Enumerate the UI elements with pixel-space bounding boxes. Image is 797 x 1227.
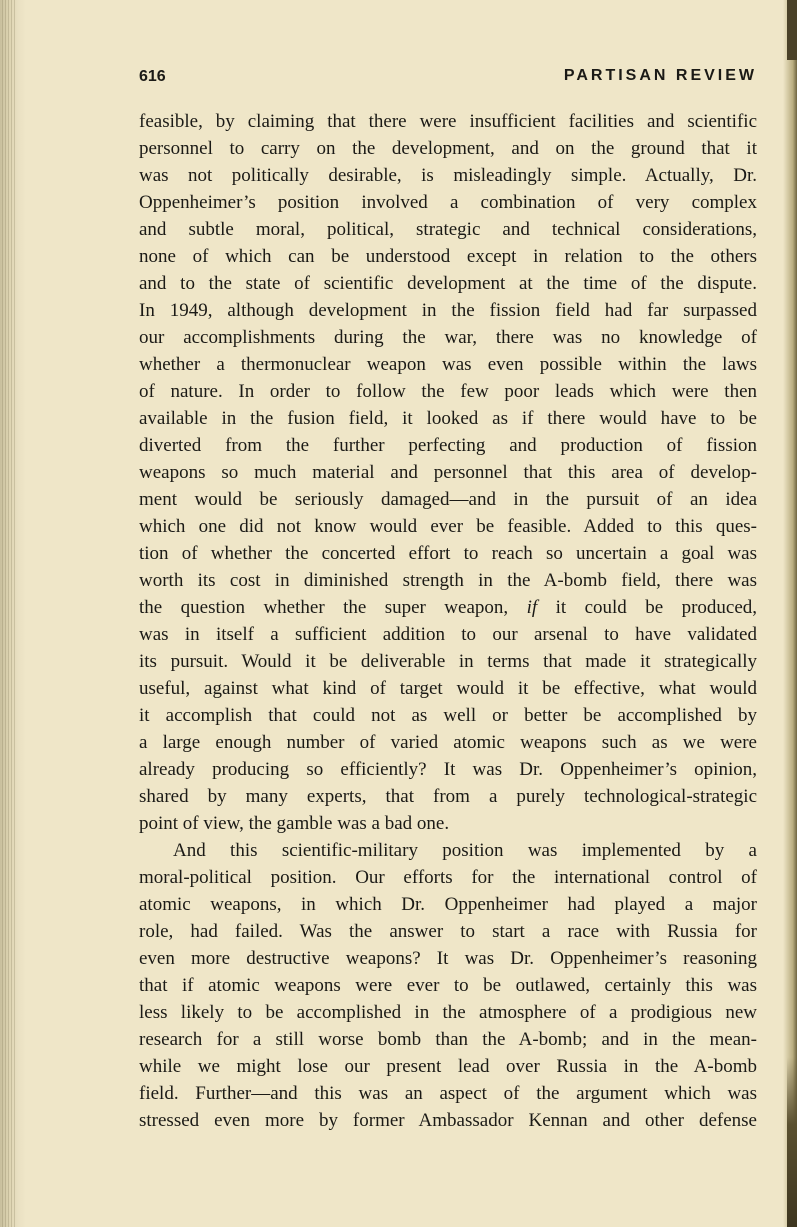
right-page-edge: [783, 0, 797, 1227]
text-line: field. Further—and this was an aspect of the argument which was: [139, 1083, 757, 1104]
text-line: whether a thermonuclear weapon was even possible within the laws: [139, 354, 757, 375]
paragraph-2: [139, 837, 757, 1134]
text-line: tion of whether the concerted effort to reach so uncertain a goal was: [139, 543, 757, 564]
text-line: moral-political position. Our efforts for the international control of: [139, 867, 757, 888]
text-line: research for a still worse bomb than the A-bomb; and in the mean-: [139, 1029, 757, 1050]
text-line: it accomplish that could not as well or better be accomplished by: [139, 705, 757, 726]
text-line: none of which can be understood except in relation to the others: [139, 246, 757, 267]
book-page: [139, 60, 757, 1134]
text-line: worth its cost in diminished strength in the A-bomb field, there was: [139, 570, 757, 591]
page-header: [139, 60, 757, 90]
text-line: ment would be seriously damaged—and in the pursuit of an idea: [139, 489, 757, 510]
binding-edge-lines: [2, 0, 16, 1227]
text-line: while we might lose our present lead over Russia in the A-bomb: [139, 1056, 757, 1077]
running-head: PARTISAN REVIEW: [563, 67, 757, 84]
text-line: Oppenheimer’s position involved a combination of very complex: [139, 192, 757, 213]
text-line: which one did not know would ever be feasible. Added to this ques-: [139, 516, 757, 537]
text-line: useful, against what kind of target would it be effective, what would: [139, 678, 757, 699]
line-segment: the question whether the super weapon,: [139, 597, 509, 618]
text-line: In 1949, although development in the fission field had far surpassed: [139, 300, 757, 321]
text-line: already producing so efficiently? It was Dr. Oppenheimer’s opinion,: [139, 759, 757, 780]
text-line: less likely to be accomplished in the atmosphere of a prodigious new: [139, 1002, 757, 1023]
text-line: and subtle moral, political, strategic and technical considerations,: [139, 219, 757, 240]
text-line: of nature. In order to follow the few poor leads which were then: [139, 381, 757, 402]
text-line: was in itself a sufficient addition to our arsenal to have validated: [139, 624, 757, 645]
text-line: and to the state of scientific development at the time of the dispute.: [139, 273, 757, 294]
text-line: its pursuit. Would it be deliverable in terms that made it strategically: [139, 651, 757, 672]
text-line: atomic weapons, in which Dr. Oppenheimer had played a major: [139, 894, 757, 915]
text-line: a large enough number of varied atomic weapons such as we were: [139, 732, 757, 753]
text-line: even more destructive weapons? It was Dr. Oppenheimer’s reasoning: [139, 948, 757, 969]
body-text: [139, 108, 757, 1134]
line-segment: it could be produced,: [555, 597, 758, 618]
text-line: personnel to carry on the development, and on the ground that it: [139, 138, 757, 159]
text-line: weapons so much material and personnel that this area of develop-: [139, 462, 757, 483]
text-line: available in the fusion field, it looked as if there would have to be: [139, 408, 757, 429]
text-line-with-italic: [139, 594, 757, 621]
text-line: stressed even more by former Ambassador Kennan and other defense: [139, 1110, 757, 1131]
text-line: diverted from the further perfecting and production of fission: [139, 435, 757, 456]
italic-word: if: [526, 597, 538, 618]
text-line: was not politically desirable, is misleadingly simple. Actually, Dr.: [139, 165, 757, 186]
text-line: role, had failed. Was the answer to start a race with Russia for: [139, 921, 757, 942]
page-number: 616: [139, 68, 166, 85]
right-edge-bottom-mark: [787, 1057, 797, 1227]
text-line: And this scientific-military position was implemented by a: [173, 840, 757, 861]
page-binding-shadow: [0, 0, 26, 1227]
text-line: shared by many experts, that from a purely technological-strategic: [139, 786, 757, 807]
right-edge-top-mark: [787, 0, 797, 60]
paragraph-1: [139, 108, 757, 837]
text-line: that if atomic weapons were ever to be outlawed, certainly this was: [139, 975, 757, 996]
text-line: feasible, by claiming that there were insufficient facilities and scientific: [139, 111, 757, 132]
text-line: our accomplishments during the war, there was no knowledge of: [139, 327, 757, 348]
text-line: point of view, the gamble was a bad one.: [139, 813, 450, 834]
